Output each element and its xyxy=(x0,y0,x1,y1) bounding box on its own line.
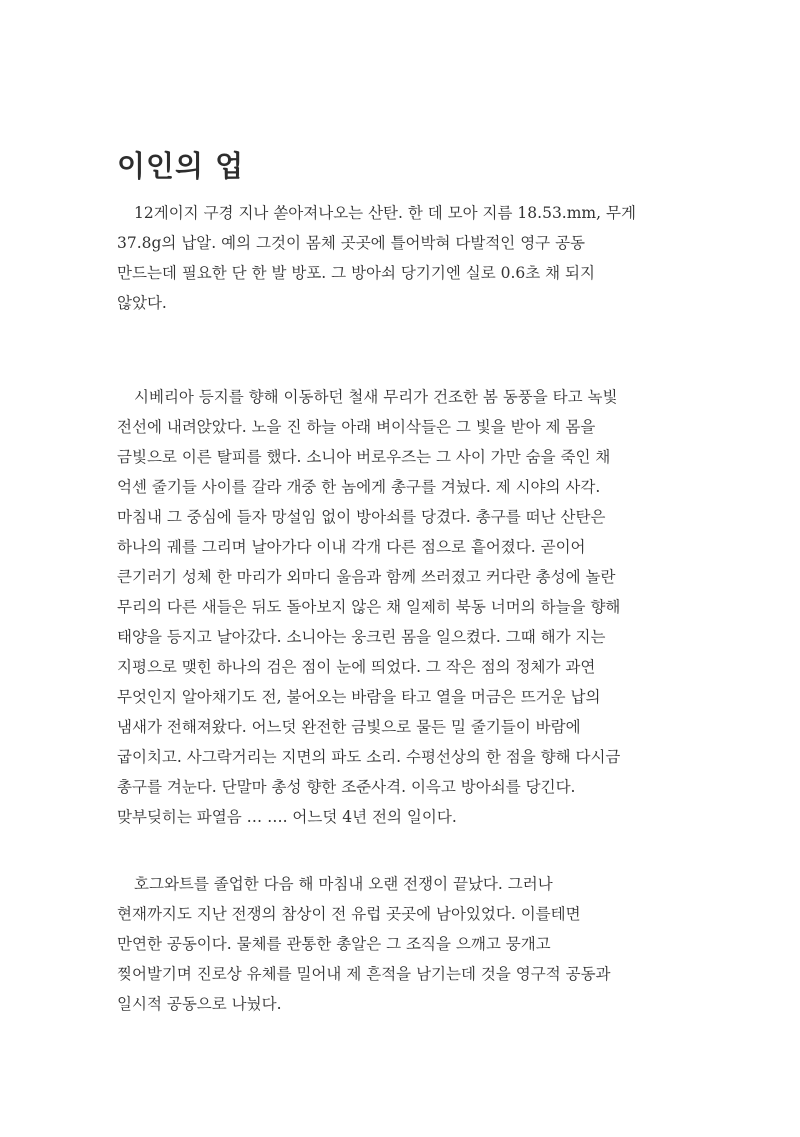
text-line: 시베리아 등지를 향해 이동하던 철새 무리가 건조한 봄 동풍을 타고 녹빛 xyxy=(134,388,618,406)
text-line: 무엇인지 알아채기도 전, 불어오는 바람을 타고 열을 머금은 뜨거운 납의 xyxy=(117,688,601,706)
text-line: 마침내 그 중심에 들자 망설임 없이 방아쇠를 당겼다. 총구를 떠난 산탄은 xyxy=(117,508,606,526)
text-line: 맞부딪히는 파열음 … …. 어느덧 4년 전의 일이다. xyxy=(117,808,457,826)
paragraph-1 xyxy=(117,198,717,318)
text-line: 전선에 내려앉았다. 노을 진 하늘 아래 벼이삭들은 그 빛을 받아 제 몸을 xyxy=(117,418,596,436)
text-line: 않았다. xyxy=(117,294,167,312)
text-line: 37.8g의 납알. 예의 그것이 몸체 곳곳에 틀어박혀 다발적인 영구 공동 xyxy=(117,234,586,252)
paragraph-2 xyxy=(117,382,717,832)
document-title: 이인의 업 xyxy=(117,149,245,183)
text-line: 12게이지 구경 지나 쏟아져나오는 산탄. 한 데 모아 지름 18.53.mm, 무게 xyxy=(134,204,636,222)
text-line: 억센 줄기들 사이를 갈라 개중 한 놈에게 총구를 겨눴다. 제 시야의 사각. xyxy=(117,478,601,496)
text-line: 총구를 겨눈다. 단말마 총성 향한 조준사격. 이윽고 방아쇠를 당긴다. xyxy=(117,778,576,796)
paragraph-3 xyxy=(117,869,717,1019)
text-line: 큰기러기 성체 한 마리가 외마디 울음과 함께 쓰러졌고 커다란 총성에 놀란 xyxy=(117,568,616,586)
text-line: 호그와트를 졸업한 다음 해 마침내 오랜 전쟁이 끝났다. 그러나 xyxy=(134,875,553,893)
text-line: 냄새가 전해져왔다. 어느덧 완전한 금빛으로 물든 밀 줄기들이 바람에 xyxy=(117,718,581,736)
text-line: 만드는데 필요한 단 한 발 방포. 그 방아쇠 당기기엔 실로 0.6초 채 되지 xyxy=(117,264,596,282)
text-line: 지평으로 맺힌 하나의 검은 점이 눈에 띄었다. 그 작은 점의 정체가 과연 xyxy=(117,658,596,676)
text-line: 무리의 다른 새들은 뒤도 돌아보지 않은 채 일제히 북동 너머의 하늘을 향해 xyxy=(117,598,621,616)
text-line: 태양을 등지고 날아갔다. 소니아는 웅크린 몸을 일으켰다. 그때 해가 지는 xyxy=(117,628,606,646)
text-line: 현재까지도 지난 전쟁의 참상이 전 유럽 곳곳에 남아있었다. 이를테면 xyxy=(117,905,581,923)
text-line: 찢어발기며 진로상 유체를 밀어내 제 흔적을 남기는데 것을 영구적 공동과 xyxy=(117,965,611,983)
text-line: 만연한 공동이다. 물체를 관통한 총알은 그 조직을 으깨고 뭉개고 xyxy=(117,935,551,953)
text-line: 굽이치고. 사그락거리는 지면의 파도 소리. 수평선상의 한 점을 향해 다시금 xyxy=(117,748,621,766)
text-line: 하나의 궤를 그리며 날아가다 이내 각개 다른 점으로 흩어졌다. 곧이어 xyxy=(117,538,586,556)
text-line: 일시적 공동으로 나눴다. xyxy=(117,995,282,1013)
text-line: 금빛으로 이른 탈피를 했다. 소니아 버로우즈는 그 사이 가만 숨을 죽인 채 xyxy=(117,448,611,466)
